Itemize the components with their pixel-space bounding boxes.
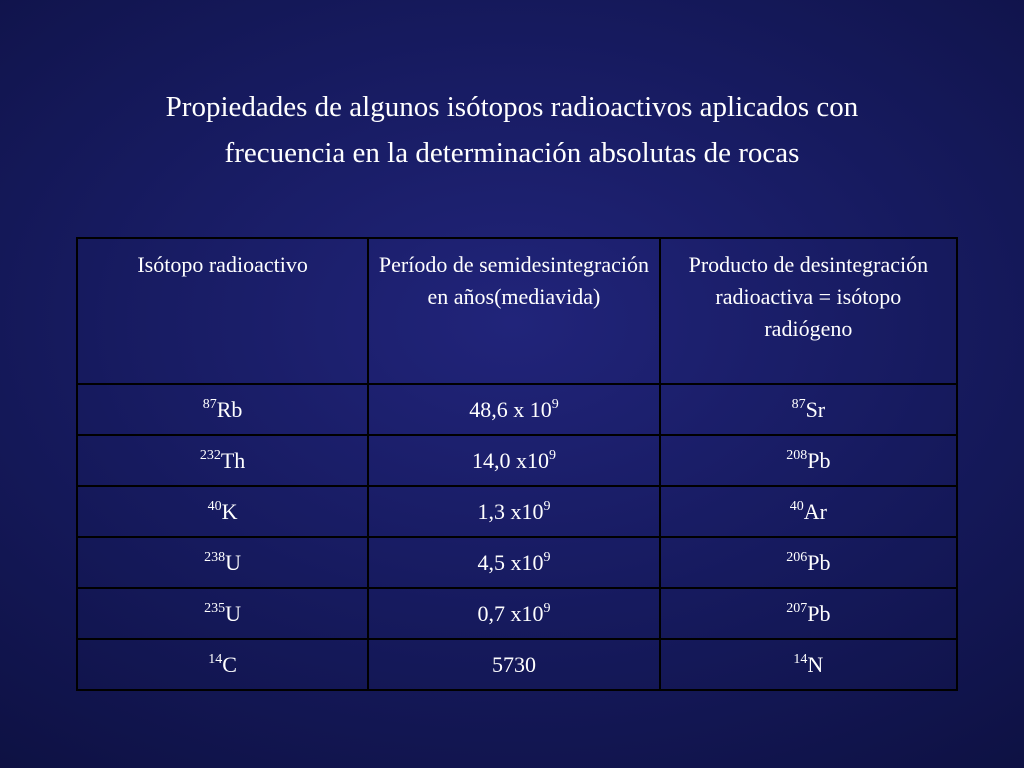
element-symbol: Th — [220, 447, 246, 473]
half-life-cell — [368, 384, 660, 435]
exponent: 9 — [543, 498, 551, 514]
half-life-value: 1,3 x10 — [477, 498, 544, 524]
element-symbol: Pb — [807, 549, 831, 575]
element-symbol: U — [225, 549, 242, 575]
element-symbol: K — [221, 498, 238, 524]
mass-number: 87 — [791, 396, 806, 412]
product-cell — [660, 588, 957, 639]
product-cell — [660, 384, 957, 435]
element-symbol: Rb — [216, 396, 243, 422]
header-product: Producto de desintegración radioactiva = isótopo radiógeno — [660, 238, 957, 384]
table-row — [77, 588, 957, 639]
product-cell — [660, 435, 957, 486]
element-symbol: Pb — [807, 447, 831, 473]
mass-number: 208 — [786, 447, 808, 463]
mass-number: 40 — [789, 498, 804, 514]
half-life-value: 0,7 x10 — [477, 600, 544, 626]
element-symbol: U — [225, 600, 242, 626]
mass-number: 207 — [786, 600, 808, 616]
title-line-2: frecuencia en la determinación absolutas de rocas — [224, 137, 800, 169]
mass-number: 235 — [204, 600, 226, 616]
isotope-cell — [77, 384, 368, 435]
table-row — [77, 486, 957, 537]
table-row — [77, 639, 957, 690]
half-life-cell — [368, 588, 660, 639]
table-row — [77, 435, 957, 486]
product-cell — [660, 639, 957, 690]
mass-number: 87 — [202, 396, 217, 412]
product-cell — [660, 537, 957, 588]
element-symbol: Ar — [803, 498, 827, 524]
isotope-cell — [77, 588, 368, 639]
element-symbol: N — [807, 651, 824, 677]
half-life-value: 4,5 x10 — [477, 549, 544, 575]
mass-number: 206 — [786, 549, 808, 565]
exponent: 9 — [543, 549, 551, 565]
isotope-cell — [77, 435, 368, 486]
mass-number: 14 — [208, 651, 223, 667]
table-header-row — [77, 238, 957, 384]
half-life-cell — [368, 435, 660, 486]
mass-number: 14 — [793, 651, 808, 667]
exponent: 9 — [551, 396, 559, 412]
isotope-cell — [77, 537, 368, 588]
half-life-value: 48,6 x 10 — [469, 396, 552, 422]
mass-number: 238 — [204, 549, 226, 565]
isotope-table — [76, 237, 958, 691]
half-life-cell — [368, 639, 660, 690]
header-half-life: Período de semidesintegración en años(mediavida) — [368, 238, 660, 384]
header-isotope: Isótopo radioactivo — [77, 238, 368, 384]
slide-title — [60, 84, 964, 176]
isotope-cell — [77, 486, 368, 537]
half-life-cell — [368, 537, 660, 588]
half-life-value: 5730 — [491, 651, 536, 677]
element-symbol: C — [222, 651, 237, 677]
exponent: 9 — [548, 447, 556, 463]
title-line-1: Propiedades de algunos isótopos radioactivos aplicados con — [165, 91, 859, 123]
mass-number: 40 — [207, 498, 222, 514]
element-symbol: Sr — [805, 396, 826, 422]
exponent: 9 — [543, 600, 551, 616]
product-cell — [660, 486, 957, 537]
table-row — [77, 384, 957, 435]
isotope-cell — [77, 639, 368, 690]
mass-number: 232 — [199, 447, 221, 463]
half-life-cell — [368, 486, 660, 537]
element-symbol: Pb — [807, 600, 831, 626]
half-life-value: 14,0 x10 — [471, 447, 549, 473]
table-row — [77, 537, 957, 588]
